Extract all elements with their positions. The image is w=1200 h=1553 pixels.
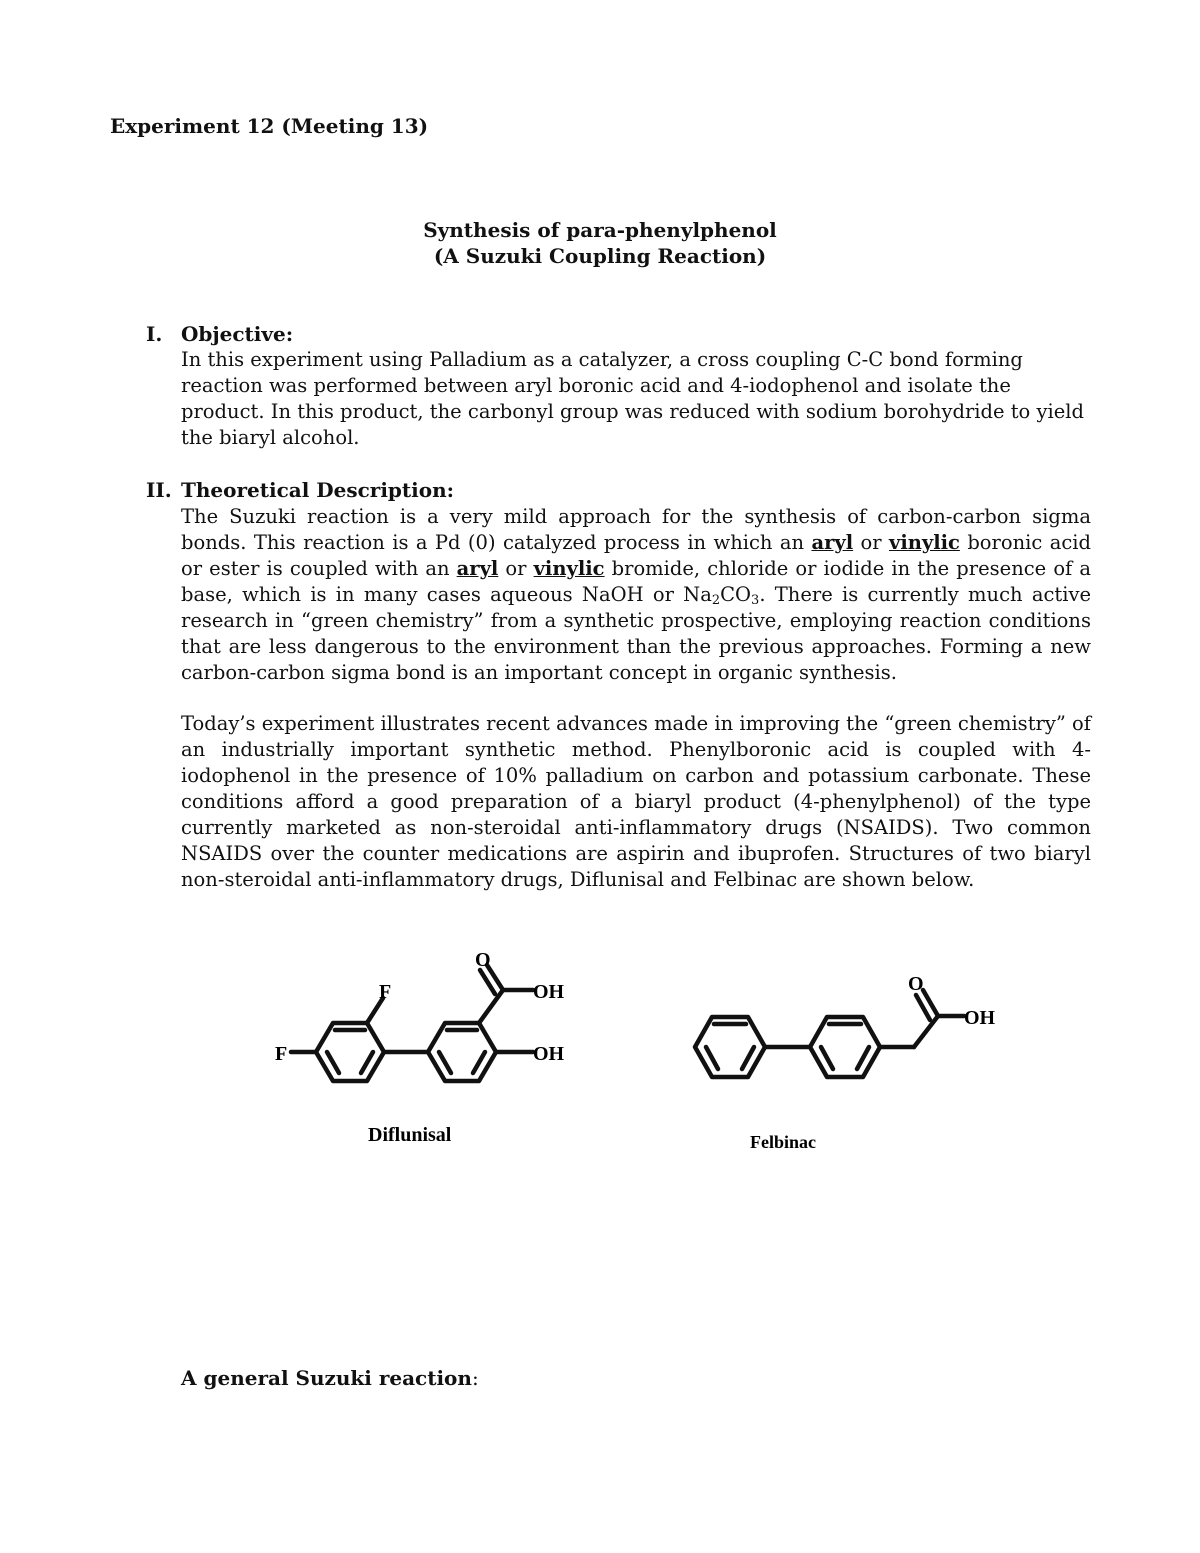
general-reaction-colon: : [471,1366,479,1390]
emphasis-vinylic: vinylic [888,531,960,554]
theory-text-segment: or [498,557,534,580]
felbinac-structure [680,960,1010,1160]
emphasis-aryl: aryl [456,557,499,580]
general-reaction-title: A general Suzuki reaction [181,1366,472,1390]
document-subtitle: (A Suzuki Coupling Reaction) [433,244,767,268]
section-2-number: II. [146,478,172,502]
theory-text-segment: or [853,531,889,554]
section-1-title: Objective: [181,322,294,346]
theory-text-segment: bromide, chloride or iodide in the presence of a base, which is in many cases aqueous NaOH or Na [181,557,1092,606]
subscript: 3 [751,593,760,608]
felbinac-atom-oh: OH [964,1007,996,1029]
diflunisal-atom-f: F [379,981,392,1003]
felbinac-label: Felbinac [750,1132,816,1152]
section-1-number: I. [146,322,163,346]
diflunisal-bonds [291,965,533,1081]
felbinac-bonds [695,990,964,1077]
diflunisal-atom-oh: OH [533,1043,565,1065]
experiment-header: Experiment 12 (Meeting 13) [110,114,429,138]
theory-text-segment: boronic acid or ester is coupled with an [181,531,1091,580]
diflunisal-label: Diflunisal [368,1124,452,1146]
subscript: 2 [711,593,721,608]
section-2-title: Theoretical Description: [181,478,455,502]
document-title: Synthesis of para-phenylphenol [423,218,777,242]
diflunisal-atom-o: O [475,949,491,971]
felbinac-atom-o: O [908,973,924,995]
diflunisal-atom-oh: OH [533,981,565,1003]
diflunisal-structure [265,940,585,1150]
theory-text-segment: The Suzuki reaction is a very mild approach for the synthesis of carbon-carbon sigma bonds. This reaction is a Pd (0) catalyzed process in which an [181,505,1091,554]
emphasis-vinylic: vinylic [533,557,605,580]
emphasis-aryl: aryl [811,531,854,554]
theory-text-segment: CO [720,583,752,606]
objective-text: In this experiment using Palladium as a catalyzer, a cross coupling C-C bond forming reaction was performed between aryl boronic acid and 4-iodophenol and isolate the product. In this product, the carbonyl group was reduced with sodium borohydride to yield the biaryl alcohol. [181,348,1085,449]
theory-paragraph-1 [181,504,1091,686]
general-reaction-label [181,1366,479,1390]
theory-paragraph-2: Today’s experiment illustrates recent advances made in improving the “green chemistry” of an industrially important synthetic method. Phenylboronic acid is coupled with 4-iodophenol in the presence of 10% palladium on carbon and potassium carbonate. These conditions afford a good preparation of a biaryl product (4-phenylphenol) of the type currently marketed as non-steroidal anti-inflammatory drugs (NSAIDS). Two common NSAIDS over the counter medications are aspirin and ibuprofen. Structures of two biaryl non-steroidal anti-inflammatory drugs, Diflunisal and Felbinac are shown below. [181,712,1091,891]
diflunisal-atom-f: F [275,1043,288,1065]
theory-text-segment: . There is currently much active research in “green chemistry” from a synthetic prospective, employing reaction conditions that are less dangerous to the environment than the previous approaches. Forming a new carbon-carbon sigma bond is an important concept in organic synthesis. [181,583,1091,684]
